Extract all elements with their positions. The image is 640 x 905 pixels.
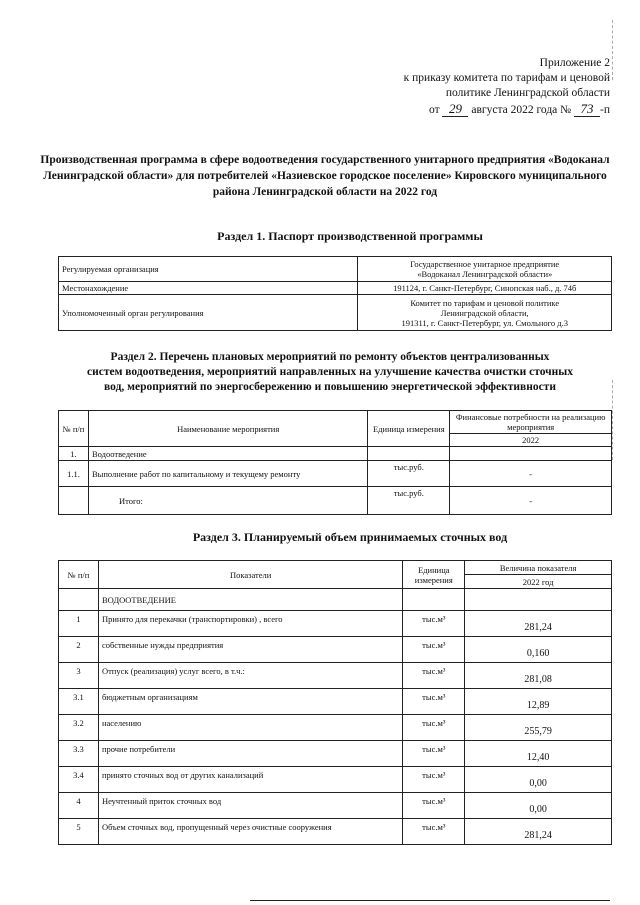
wastewater-table <box>58 560 612 845</box>
cell-unit: тыс.м³ <box>403 611 465 637</box>
table-header-row <box>59 411 612 434</box>
cell-value: 0,00 <box>465 767 612 793</box>
cell-name: Отпуск (реализация) услуг всего, в т.ч.: <box>98 663 402 689</box>
cell-num: 5 <box>59 819 99 845</box>
cell-num: 3.1 <box>59 689 99 715</box>
table-row <box>59 637 612 663</box>
appendix-title: Приложение 2 <box>539 57 610 69</box>
cell-value: 0,00 <box>465 793 612 819</box>
col-year-header: 2022 год <box>465 575 612 589</box>
cell-num: 4 <box>59 793 99 819</box>
passport-value: Государственное унитарное предприятие «Водоканал Ленинградской области» <box>358 257 612 282</box>
cell-unit: тыс.м³ <box>403 715 465 741</box>
table-row <box>59 767 612 793</box>
table-header-row <box>59 561 612 575</box>
cell-name: населению <box>98 715 402 741</box>
passport-label: Регулируемая организация <box>59 257 358 282</box>
cell-value: 255,79 <box>465 715 612 741</box>
table-row: 1. Водоотведение <box>59 447 612 461</box>
cell-name: Принято для перекачки (транспортировки) , всего <box>98 611 402 637</box>
group-label: ВОДООТВЕДЕНИЕ <box>98 589 402 611</box>
passport-label: Уполномоченный орган регулирования <box>59 295 358 331</box>
cell-num: 3.4 <box>59 767 99 793</box>
cell-unit: тыс.м³ <box>403 689 465 715</box>
table-row: 1.1. Выполнение работ по капитальному и текущему ремонту тыс.руб. - <box>59 461 612 487</box>
cell-name: Объем сточных вод, пропущенный через очистные сооружения <box>98 819 402 845</box>
table-row <box>59 257 612 282</box>
appendix-number: 73 <box>574 101 600 117</box>
table-group-row <box>59 589 612 611</box>
section3-heading: Раздел 3. Планируемый объем принимаемых сточных вод <box>192 530 508 544</box>
col-name-header: Наименование мероприятия <box>88 411 367 447</box>
section2-heading: Раздел 2. Перечень плановых мероприятий по ремонту объектов централизованных систем водоотведения, мероприятий направленных на улучшение качества очистки сточных вод, мероприятий по энергосбережению и повышению энергетической эффективности <box>86 351 573 393</box>
cell-unit: тыс.м³ <box>403 793 465 819</box>
appendix-date-line: от 29 августа 2022 года № 73 -п <box>428 101 610 116</box>
appendix-authority-line: политике Ленинградской области <box>445 87 610 99</box>
cell-value: 12,89 <box>465 689 612 715</box>
appendix-header <box>310 56 610 118</box>
cell-unit: тыс.м³ <box>403 767 465 793</box>
table-row <box>59 282 612 295</box>
table-row <box>59 295 612 331</box>
passport-table <box>58 256 612 331</box>
cell-name: бюджетным организациям <box>98 689 402 715</box>
cell-unit: тыс.м³ <box>403 663 465 689</box>
col-name-header: Показатели <box>98 561 402 589</box>
table-row <box>59 741 612 767</box>
appendix-order-line: к приказу комитета по тарифам и ценовой <box>403 72 610 84</box>
cell-num: 3 <box>59 663 99 689</box>
col-value-header: Величина показателя <box>465 561 612 575</box>
cell-value: 0,160 <box>465 637 612 663</box>
cell-name: принято сточных вод от других канализаций <box>98 767 402 793</box>
cell-unit: тыс.м³ <box>403 741 465 767</box>
col-year-header: 2022 <box>450 434 612 447</box>
col-finance-header: Финансовые потребности на реализацию мероприятия <box>450 411 612 434</box>
cell-name: собственные нужды предприятия <box>98 637 402 663</box>
table-row <box>59 715 612 741</box>
bottom-rule <box>250 900 610 901</box>
table-row <box>59 663 612 689</box>
cell-value: 281,08 <box>465 663 612 689</box>
col-num-header: № п/п <box>59 561 99 589</box>
table-row <box>59 819 612 845</box>
cell-unit: тыс.м³ <box>403 819 465 845</box>
cell-unit: тыс.м³ <box>403 637 465 663</box>
cell-num: 1 <box>59 611 99 637</box>
passport-value: Комитет по тарифам и ценовой политике Ленинградской области, 191311, г. Санкт-Петербург, ул. Смольного д.3 <box>358 295 612 331</box>
cell-value: 281,24 <box>465 611 612 637</box>
cell-value: 281,24 <box>465 819 612 845</box>
table-row <box>59 793 612 819</box>
cell-num: 3.3 <box>59 741 99 767</box>
table-row <box>59 611 612 637</box>
document-title: Производственная программа в сфере водоотведения государственного унитарного предприятия «Водоканал Ленинградской области» для потребителей «Назиевское городское поселение» Кировского муниципального района Ленинградской области на 2022 год <box>40 154 610 198</box>
table-row: Итого: тыс.руб. - <box>59 487 612 515</box>
table-row <box>59 689 612 715</box>
cell-num: 2 <box>59 637 99 663</box>
passport-value: 191124, г. Санкт-Петербург, Синопская наб., д. 74б <box>358 282 612 295</box>
section1-heading: Раздел 1. Паспорт производственной программы <box>217 229 483 243</box>
passport-label: Местонахождение <box>59 282 358 295</box>
cell-name: прочие потребители <box>98 741 402 767</box>
cell-num: 3.2 <box>59 715 99 741</box>
col-num-header: № п/п <box>59 411 89 447</box>
cell-name: Неучтенный приток сточных вод <box>98 793 402 819</box>
col-unit-header: Единица измерения <box>368 411 450 447</box>
cell-value: 12,40 <box>465 741 612 767</box>
scan-edge-mark <box>612 380 614 460</box>
col-unit-header: Единица измерения <box>403 561 465 589</box>
appendix-day: 29 <box>442 101 468 117</box>
measures-table <box>58 410 612 515</box>
scan-edge-mark <box>612 20 614 80</box>
